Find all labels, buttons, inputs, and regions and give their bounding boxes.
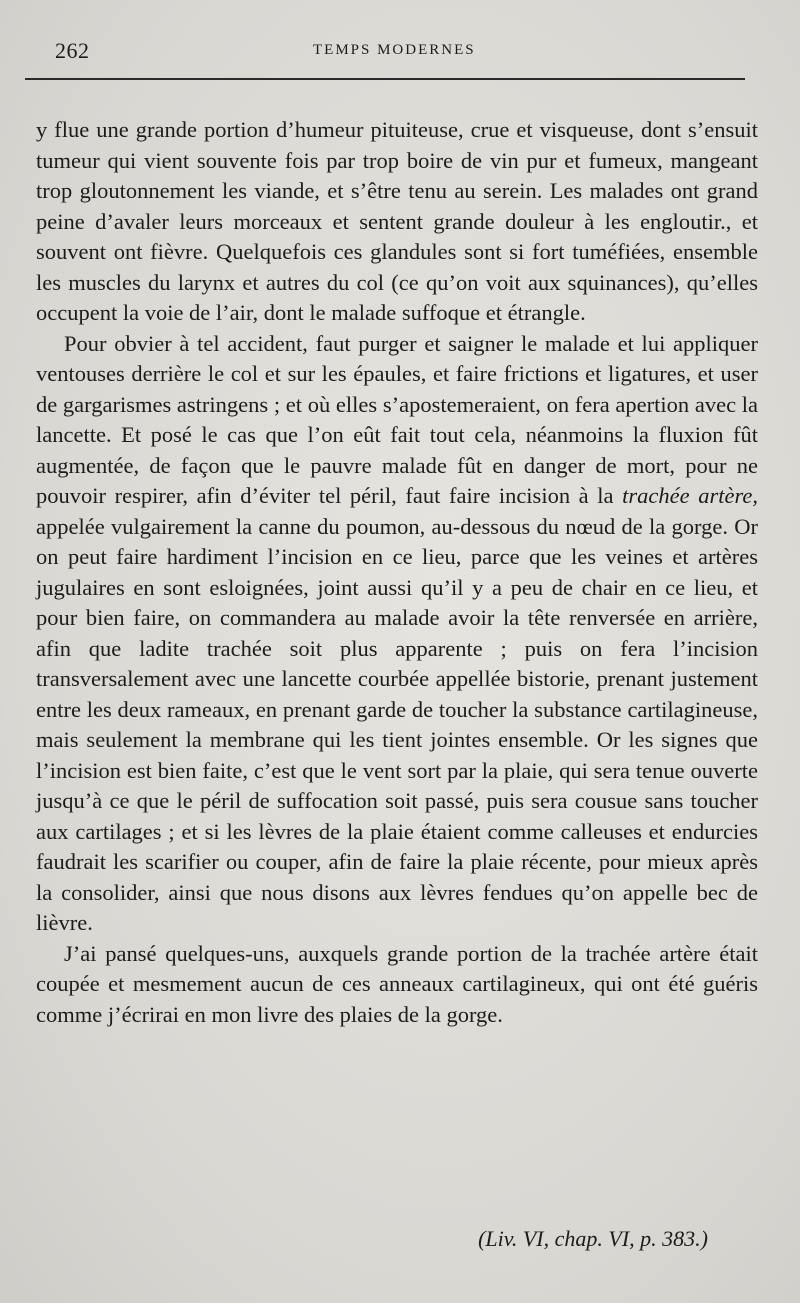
paragraph-2	[36, 329, 758, 939]
paragraph-1: y flue une grande portion d’humeur pituiteuse, crue et visqueuse, dont s’ensuit tumeur qui vient souvente fois par trop boire de vin pur et fumeux, mangeant trop gloutonnement les viande, et s’être tenu au serein. Les malades ont grand peine d’avaler leurs morceaux et sentent grande douleur à les engloutir., et souvent ont fièvre. Quelquefois ces glandules sont si fort tuméfiées, ensemble les muscles du larynx et autres du col (ce qu’on voit aux squinances), qu’elles occupent la voie de l’air, dont le malade suffoque et étrangle.	[36, 117, 758, 325]
header-rule	[25, 78, 745, 80]
citation: (Liv. VI, chap. VI, p. 383.)	[478, 1226, 708, 1251]
body-text	[36, 115, 758, 1030]
paragraph-2-text-before: Pour obvier à tel accident, faut purger et saigner le malade et lui appliquer ventouses derrière le col et sur les épaules, et faire frictions et ligatures, et user de gargarismes astringens ; et où elles s’apostemeraient, on fera apertion avec la lancette. Et posé le cas que l’on eût fait tout cela, néanmoins la fluxion fût augmentée, de façon que le pauvre malade fût en danger de mort, pour ne pouvoir respirer, afin d’éviter tel péril, faut faire incision à la	[36, 330, 758, 508]
paragraph-2-italic-term: trachée artère,	[622, 483, 759, 508]
running-title: TEMPS MODERNES	[313, 42, 476, 58]
paragraph-2-text-after: appelée vulgairement la canne du poumon, au-dessous du nœud de la gorge. Or on peut faire hardiment l’incision en ce lieu, parce que les veines et artères jugulaires en sont esloignées, joint aussi qu’il y a peu de chair en ce lieu, et pour bien faire, on commandera au malade avoir la tête renversée en arrière, afin que ladite trachée soit plus apparente ; puis on fera l’incision transversalement avec une lancette courbée appellée bistorie, prenant justement entre les deux rameaux, en prenant garde de toucher la substance cartilagineuse, mais seulement la membrane qui les tient jointes ensemble. Or les signes que l’incision est bien faite, c’est que le vent sort par la plaie, qui sera tenue ouverte jusqu’à ce que le péril de suffocation soit passé, puis sera cousue sans toucher aux cartilages ; et si les lèvres de la plaie étaient comme calleuses et endurcies faudrait les scarifier ou couper, afin de faire la plaie récente, pour mieux après la consolider, ainsi que nous disons aux lèvres fendues qu’on appelle bec de lièvre.	[36, 513, 758, 935]
page-header	[55, 38, 745, 68]
page-number: 262	[55, 38, 90, 63]
paragraph-3: J’ai pansé quelques-uns, auxquels grande portion de la trachée artère était coupée et mesmement aucun de ces anneaux cartilagineux, qui ont été guéris comme j’écrirai en mon livre des plaies de la gorge.	[36, 940, 758, 1027]
